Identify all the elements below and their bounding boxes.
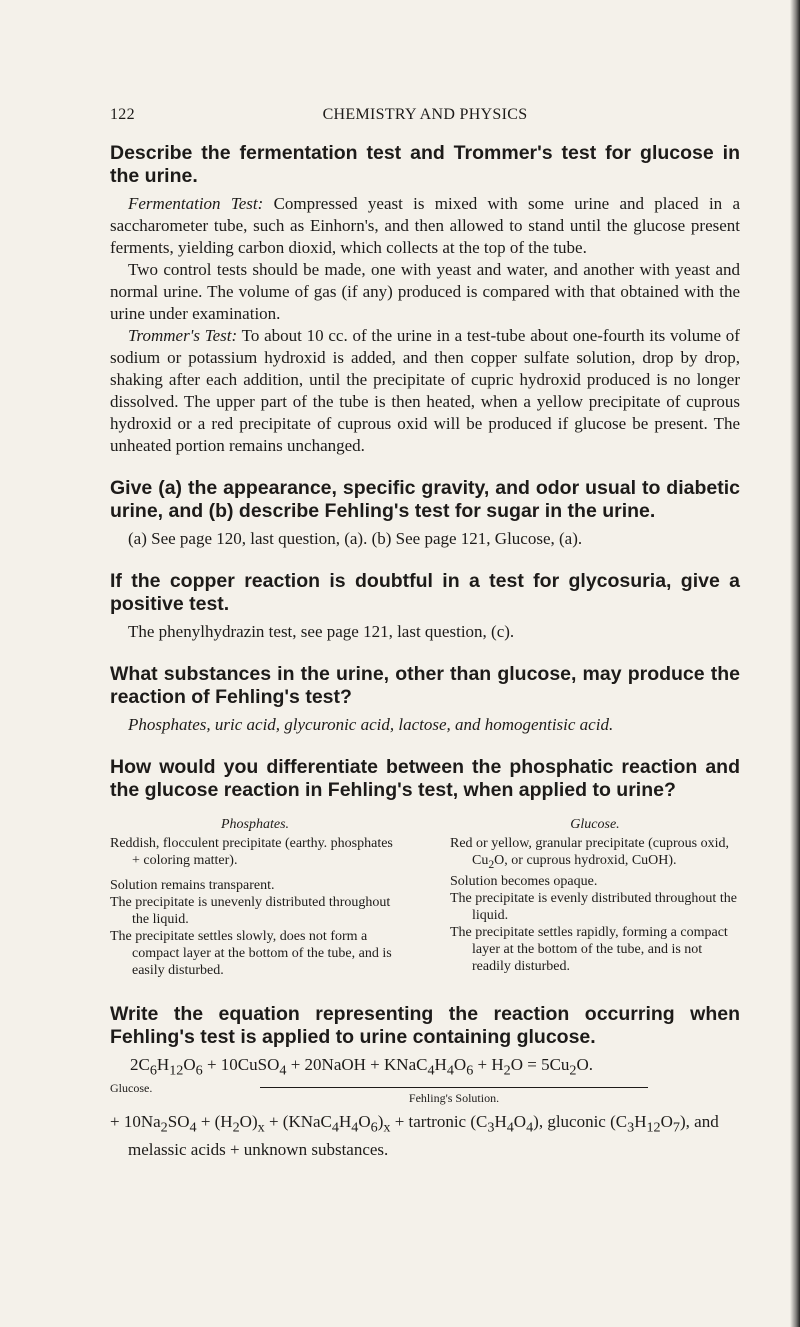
equation-tail: and melassic acids + unknown substances.: [128, 1112, 719, 1159]
question-block-fehling-substances: [110, 663, 740, 736]
text-run: Red or yellow, granular precipitate (cuprous oxid, Cu: [450, 836, 730, 868]
question-block-differentiate: [110, 756, 740, 979]
comparison-columns: [110, 816, 740, 979]
fermentation-text: Compressed yeast is mixed with some urine and placed in a saccharometer tube, such as Einhorn's, and then allowed to stand until the glucose present ferments, yielding carbon dioxid, which collects at the top of the tube.: [110, 194, 740, 257]
text-run: O, or cuprous hydroxid, CuOH).: [494, 853, 677, 868]
subscript: 2: [488, 857, 495, 871]
list-item: Reddish, flocculent precipitate (earthy. phosphates + coloring matter).: [110, 836, 393, 868]
page-body: [110, 142, 740, 1161]
page-edge-shadow: [790, 0, 800, 1327]
question-block-glycosuria: [110, 570, 740, 643]
answer-paragraph: (a) See page 120, last question, (a). (b) See page 121, Glucose, (a).: [128, 529, 583, 548]
question-block-equation: [110, 1003, 740, 1161]
equation-line-1: $2C_6H_{12}O_6$ + 10CuSO$_4$ + 20NaOH + $KNaC_4H_4O_6 + H_2O = 5Cu_2O$.: [130, 1055, 594, 1079]
question-heading: How would you differentiate between the phosphatic reaction and the glucose reaction in Fehling's test, when applied to urine?: [110, 756, 740, 801]
equation-line-2: + $10Na_2SO_4 + (H_2O)_x$ + $(KNaC_4H_4O_6)_x$ + tartronic $(C_3H_4O_4)$, gluconic $(C_3H_{12}O_7)$, and melassic acids + unknown substances.: [110, 1112, 719, 1159]
list-item: Solution becomes opaque.: [450, 873, 598, 889]
phosphates-column: [110, 816, 400, 979]
answer-paragraph: Two control tests should be made, one with yeast and water, and another with yeast and normal urine. The volume of gas (if any) produced is compared with that obtained with the urine under examination.: [110, 260, 740, 323]
question-block-fermentation: [110, 142, 740, 457]
answer-paragraph: [110, 193, 740, 259]
fehling-label: Fehling's Solution.: [408, 1091, 500, 1106]
question-heading: Write the equation representing the reaction occurring when Fehling's test is applied to urine containing glucose.: [110, 1003, 740, 1048]
question-heading: If the copper reaction is doubtful in a test for glycosuria, give a positive test.: [110, 570, 740, 615]
glucose-label: Glucose.: [110, 1081, 153, 1096]
question-heading: What substances in the urine, other than glucose, may produce the reaction of Fehling's test?: [110, 663, 740, 708]
list-item: The precipitate is evenly distributed throughout the liquid.: [450, 890, 737, 923]
question-block-diabetic-urine: [110, 477, 740, 550]
fehling-brace: [260, 1081, 648, 1088]
column-heading: Glucose.: [570, 817, 620, 832]
list-item: The precipitate settles slowly, does not form a compact layer at the bottom of the tube, and is easily disturbed.: [110, 929, 392, 978]
list-item: The precipitate is unevenly distributed throughout the liquid.: [110, 895, 391, 927]
answer-paragraph: Phosphates, uric acid, glycuronic acid, lactose, and homogentisic acid.: [128, 715, 614, 734]
running-title: CHEMISTRY AND PHYSICS: [322, 106, 528, 123]
page-header: [110, 106, 740, 128]
column-heading: Phosphates.: [220, 817, 290, 832]
answer-paragraph: The phenylhydrazin test, see page 121, last question, (c).: [128, 622, 515, 641]
glucose-column: [450, 816, 740, 979]
trommer-text: To about 10 cc. of the urine in a test-tube about one-fourth its volume of sodium or potassium hydroxid is added, and then copper sulfate solution, drop by drop, shaking after each addition, until the precipitate of cupric hydroxid produced is no longer dissolved. The upper part of the tube is then heated, when a yellow precipitate of cuprous hydroxid or a red precipitate of cuprous oxid will be produced if glucose be present. The unheated portion remains unchanged.: [110, 326, 740, 455]
question-heading: Give (a) the appearance, specific gravity, and odor usual to diabetic urine, and (b) describe Fehling's test for sugar in the urine.: [110, 477, 740, 522]
list-item: [450, 835, 740, 873]
trommer-label: Trommer's Test:: [128, 326, 238, 345]
list-item: Solution remains transparent.: [110, 878, 275, 893]
equation-labels: [110, 1081, 740, 1111]
answer-paragraph: [110, 325, 740, 457]
question-heading: Describe the fermentation test and Trommer's test for glucose in the urine.: [110, 142, 740, 187]
page-number: 122: [110, 106, 135, 123]
fermentation-label: Fermentation Test:: [128, 194, 264, 213]
list-item: The precipitate settles rapidly, forming a compact layer at the bottom of the tube, and is not readily disturbed.: [450, 924, 728, 974]
